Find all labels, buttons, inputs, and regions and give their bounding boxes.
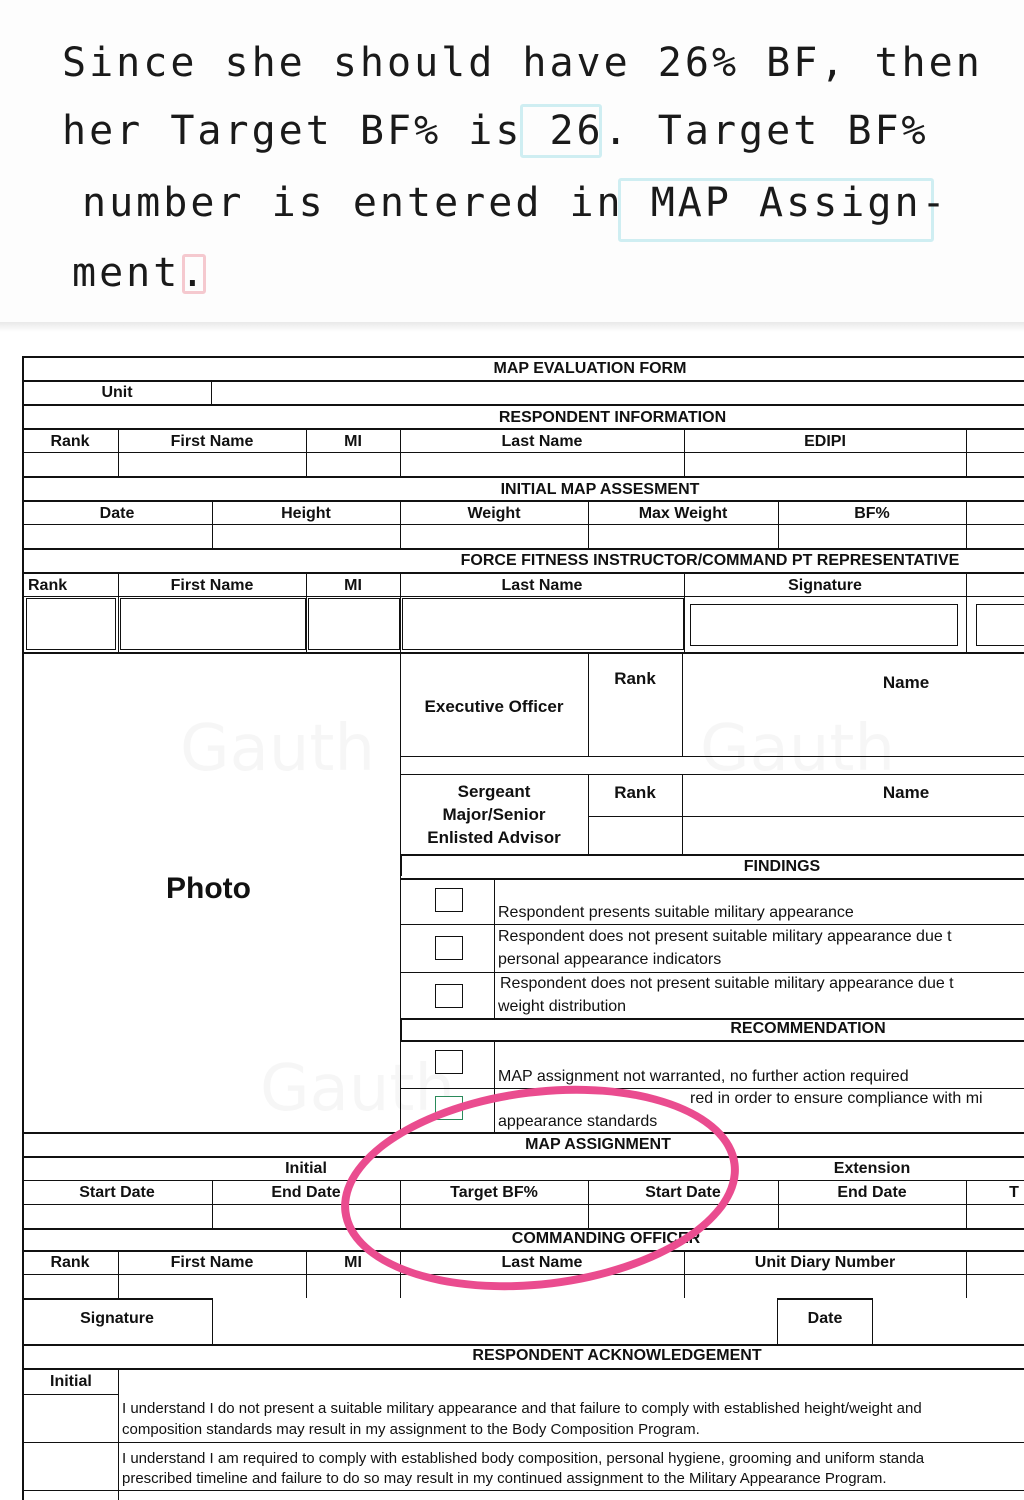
note-line-2: her Target BF% is 26. Target BF% — [62, 108, 929, 154]
co-signature-label: Signature — [80, 1310, 154, 1327]
ffi-col-rank: Rank — [28, 577, 68, 594]
photo-label: Photo — [166, 872, 251, 905]
unit-label: Unit — [101, 384, 133, 401]
ack-statement-2-line-1: I understand I am required to comply with established body composition, personal hygiene, grooming and uniform standa — [122, 1450, 925, 1467]
co-date-label: Date — [807, 1310, 843, 1327]
ack-statement-1-line-1: I understand I do not present a suitable military appearance and that failure to comply with established height/weight and — [122, 1400, 922, 1417]
col-edipi: EDIPI — [804, 433, 846, 450]
col-last-name: Last Name — [501, 433, 583, 450]
co-date-field[interactable] — [872, 1298, 1024, 1345]
xo-rank-label: Rank — [614, 669, 656, 688]
finding-checkbox-2[interactable] — [435, 936, 463, 960]
initial-assessment-header: INITIAL MAP ASSESMENT — [500, 481, 700, 498]
map-col-target-bf: Target BF% — [450, 1184, 538, 1201]
sgtmaj-rank-label: Rank — [614, 783, 656, 802]
col-max-weight: Max Weight — [638, 505, 728, 522]
co-col-first-name: First Name — [170, 1254, 254, 1271]
note-line-4: ment. — [72, 250, 208, 296]
note-line-1: Since she should have 26% BF, then — [62, 40, 983, 86]
co-col-unit-diary: Unit Diary Number — [754, 1254, 896, 1271]
recommendation-header: RECOMMENDATION — [730, 1020, 886, 1037]
ffi-last-name-field[interactable] — [402, 598, 684, 650]
sgtmaj-name-label: Name — [882, 783, 930, 802]
col-weight: Weight — [467, 505, 521, 522]
ffi-extra-field[interactable] — [976, 604, 1024, 646]
map-evaluation-form — [0, 332, 1024, 1500]
recommendation-2-line-1: red in order to ensure compliance with mi — [690, 1090, 983, 1107]
map-col-start-date: Start Date — [79, 1184, 155, 1201]
co-col-last-name: Last Name — [501, 1254, 583, 1271]
xo-name-label: Name — [882, 673, 930, 692]
col-height: Height — [281, 505, 331, 522]
note-line-3: number is entered in MAP Assign- — [82, 180, 949, 226]
findings-header: FINDINGS — [743, 858, 821, 875]
finding-checkbox-3[interactable] — [435, 984, 463, 1008]
finding-2-line-1: Respondent does not present suitable military appearance due t — [498, 928, 952, 945]
recommendation-2-line-2: appearance standards — [498, 1113, 658, 1130]
col-date: Date — [99, 505, 135, 522]
ack-statement-2-line-2: prescribed timeline and failure to do so may result in my continued assignment to the Military Appearance Program. — [122, 1470, 887, 1487]
map-assignment-header: MAP ASSIGNMENT — [525, 1136, 671, 1153]
finding-1: Respondent presents suitable military appearance — [498, 904, 854, 921]
ack-statement-1-line-2: composition standards may result in my assignment to the Body Composition Program. — [122, 1421, 700, 1438]
respondent-header: RESPONDENT INFORMATION — [498, 409, 727, 426]
xo-label: Executive Officer — [424, 697, 564, 716]
ffi-header: FORCE FITNESS INSTRUCTOR/COMMAND PT REPRESENTATIVE — [460, 552, 960, 569]
map-col-truncated: T — [1009, 1184, 1019, 1201]
ffi-col-last-name: Last Name — [501, 577, 583, 594]
ffi-col-signature: Signature — [788, 577, 862, 594]
co-col-rank: Rank — [50, 1254, 90, 1271]
map-col-ext-end-date: End Date — [837, 1184, 907, 1201]
recommendation-checkbox-1[interactable] — [435, 1050, 463, 1074]
ffi-col-first-name: First Name — [170, 577, 254, 594]
initial-period-label: Initial — [285, 1160, 327, 1177]
sgtmaj-label: Sergeant Major/Senior Enlisted Advisor — [427, 782, 561, 847]
finding-3-line-2: weight distribution — [498, 998, 627, 1015]
co-signature-field[interactable] — [212, 1298, 778, 1345]
col-mi: MI — [344, 433, 362, 450]
ffi-signature-field[interactable] — [690, 604, 958, 646]
ffi-mi-field[interactable] — [308, 598, 400, 650]
paper-fold — [0, 322, 1024, 332]
ffi-col-mi: MI — [344, 577, 362, 594]
map-col-end-date: End Date — [271, 1184, 341, 1201]
co-header: COMMANDING OFFICER — [511, 1230, 701, 1247]
ack-initial-label: Initial — [50, 1373, 92, 1390]
ffi-first-name-field[interactable] — [120, 598, 306, 650]
ack-header: RESPONDENT ACKNOWLEDGEMENT — [472, 1347, 762, 1364]
form-title: MAP EVALUATION FORM — [493, 360, 687, 377]
co-col-mi: MI — [344, 1254, 362, 1271]
col-bf: BF% — [854, 505, 890, 522]
extension-period-label: Extension — [833, 1160, 911, 1177]
col-rank: Rank — [50, 433, 90, 450]
finding-3-line-1: Respondent does not present suitable military appearance due t — [500, 975, 954, 992]
col-first-name: First Name — [170, 433, 254, 450]
ffi-rank-field[interactable] — [26, 598, 116, 650]
handwritten-note — [0, 0, 1024, 330]
map-col-ext-start-date: Start Date — [645, 1184, 721, 1201]
finding-2-line-2: personal appearance indicators — [498, 951, 722, 968]
recommendation-1: MAP assignment not warranted, no further action required — [498, 1068, 909, 1085]
finding-checkbox-1[interactable] — [435, 888, 463, 912]
